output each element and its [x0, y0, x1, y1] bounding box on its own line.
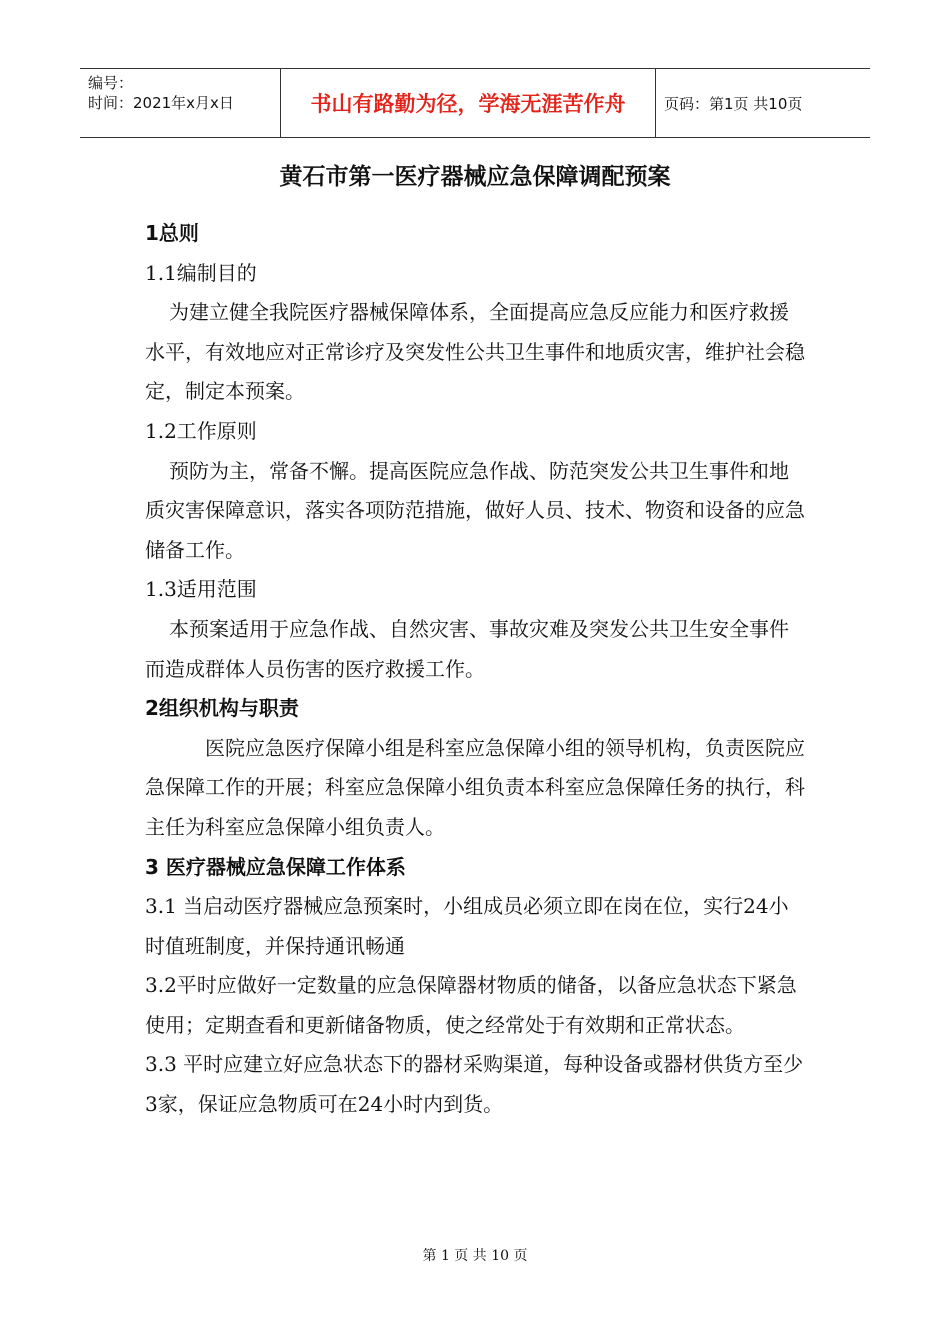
subsection-heading-1-2: 1.2工作原则	[145, 418, 257, 443]
paragraph-1-2: 预防为主，常备不懈。提高医院应急作战、防范突发公共卫生事件和地质灾害保障意识，落实各项防范措施，做好人员、技术、物资和设备的应急储备工作。	[145, 458, 805, 562]
subsection-heading-1-1: 1.1编制目的	[145, 260, 257, 285]
section-heading-2: 2组织机构与职责	[145, 696, 299, 721]
page-header	[80, 68, 870, 138]
paragraph-3-1: 3.1 当启动医疗器械应急预案时，小组成员必须立即在岗在位，实行24小时值班制度，并保持通讯畅通	[145, 894, 789, 958]
page-footer: 第 1 页 共 10 页	[422, 1248, 528, 1264]
document-number-label: 编号：	[88, 74, 134, 92]
paragraph-3-2: 3.2平时应做好一定数量的应急保障器材物质的储备，以备应急状态下紧急使用；定期查看和更新储备物质，使之经常处于有效期和正常状态。	[145, 973, 797, 1037]
document-body	[145, 214, 805, 1125]
section-heading-3: 3 医疗器械应急保障工作体系	[145, 854, 406, 879]
subsection-heading-1-3: 1.3适用范围	[145, 577, 257, 602]
paragraph-3-3: 3.3 平时应建立好应急状态下的器材采购渠道，每种设备或器材供货方至少3家，保证应急物质可在24小时内到货。	[145, 1052, 804, 1117]
header-motto: 书山有路勤为径，学海无涯苦作舟	[280, 69, 656, 137]
header-meta	[80, 69, 280, 137]
paragraph-2: 医院应急医疗保障小组是科室应急保障小组的领导机构，负责医院应急保障工作的开展；科室应急保障小组负责本科室应急保障任务的执行，科主任为科室应急保障小组负责人。	[145, 735, 805, 839]
header-page-info: 页码：第1页 共10页	[664, 94, 803, 113]
section-heading-1: 1总则	[145, 221, 199, 245]
document-title: 黄石市第一医疗器械应急保障调配预案	[279, 164, 671, 190]
document-time-label: 时间：2021年x月x日	[88, 94, 234, 112]
paragraph-1-3: 本预案适用于应急作战、自然灾害、事故灾难及突发公共卫生安全事件而造成群体人员伤害的医疗救援工作。	[145, 616, 789, 681]
paragraph-1-1: 为建立健全我院医疗器械保障体系，全面提高应急反应能力和医疗救援水平，有效地应对正常诊疗及突发性公共卫生事件和地质灾害，维护社会稳定，制定本预案。	[145, 300, 805, 404]
